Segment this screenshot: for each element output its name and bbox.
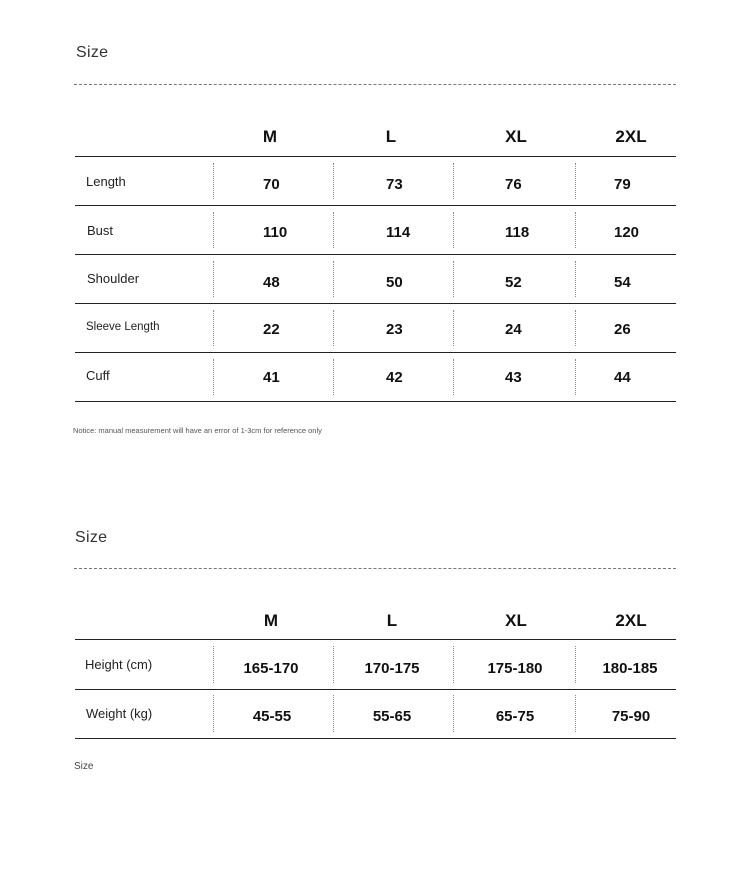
column-header-l: L <box>385 127 397 146</box>
table-cell: 110 <box>263 224 288 241</box>
table-cell: 54 <box>614 274 631 291</box>
table-rule <box>75 254 676 255</box>
column-separator <box>333 163 334 199</box>
row-label-weight: Weight (kg) <box>86 706 153 721</box>
column-separator <box>575 261 576 297</box>
column-separator <box>453 359 454 395</box>
table-cell: 175-180 <box>487 660 543 677</box>
column-separator <box>453 646 454 683</box>
table-rule <box>75 639 676 640</box>
table-cell: 23 <box>386 321 403 338</box>
table-cell: 76 <box>505 176 522 193</box>
table-cell: 79 <box>614 176 631 193</box>
column-header-l: L <box>386 611 398 630</box>
table-cell: 22 <box>263 321 280 338</box>
section-divider-1 <box>74 84 676 85</box>
row-label-shoulder: Shoulder <box>87 271 140 286</box>
measurement-notice: Notice: manual measurement will have an error of 1-3cm for reference only <box>73 426 322 435</box>
table-cell: 43 <box>505 369 522 386</box>
column-separator <box>213 212 214 248</box>
row-label-cuff: Cuff <box>86 368 110 383</box>
column-separator <box>213 163 214 199</box>
table-cell: 165-170 <box>243 660 299 677</box>
column-separator <box>333 359 334 395</box>
table-rule <box>75 205 676 206</box>
section-divider-2 <box>74 568 676 569</box>
column-separator <box>453 310 454 346</box>
column-header-m: M <box>263 611 279 630</box>
table-rule <box>75 738 676 739</box>
table-cell: 26 <box>614 321 631 338</box>
section-title-size-1: Size <box>76 44 109 61</box>
table-cell: 42 <box>386 369 403 386</box>
column-separator <box>453 695 454 732</box>
row-label-sleeve-length: Sleeve Length <box>86 321 160 333</box>
column-header-2xl: 2XL <box>615 611 647 630</box>
table-cell: 45-55 <box>252 708 292 725</box>
table-cell: 114 <box>386 224 411 241</box>
table-rule <box>75 352 676 353</box>
column-separator <box>575 310 576 346</box>
column-separator <box>213 261 214 297</box>
column-separator <box>575 359 576 395</box>
column-header-xl: XL <box>505 127 527 146</box>
table-cell: 118 <box>505 224 530 241</box>
table-rule <box>75 156 676 157</box>
table-cell: 120 <box>614 224 640 241</box>
table-cell: 75-90 <box>611 708 651 725</box>
table-cell: 41 <box>263 369 280 386</box>
table-rule <box>75 303 676 304</box>
table-cell: 50 <box>386 274 403 291</box>
column-separator <box>333 212 334 248</box>
table-rule <box>75 689 676 690</box>
table-cell: 170-175 <box>364 660 420 677</box>
column-separator <box>333 310 334 346</box>
row-label-height: Height (cm) <box>85 657 153 672</box>
row-label-length: Length <box>86 174 126 189</box>
column-separator <box>453 261 454 297</box>
column-separator <box>575 163 576 199</box>
column-separator <box>575 212 576 248</box>
column-separator <box>453 212 454 248</box>
table-cell: 48 <box>263 274 280 291</box>
footer-label: Size <box>74 761 94 772</box>
table-cell: 70 <box>263 176 280 193</box>
table-cell: 24 <box>505 321 522 338</box>
column-separator <box>213 359 214 395</box>
table-cell: 44 <box>614 369 631 386</box>
column-header-xl: XL <box>505 611 527 630</box>
section-title-size-2: Size <box>75 529 108 546</box>
table-rule <box>75 401 676 402</box>
table-cell: 55-65 <box>372 708 412 725</box>
column-separator <box>333 261 334 297</box>
column-separator <box>213 310 214 346</box>
table-cell: 65-75 <box>495 708 535 725</box>
column-separator <box>453 163 454 199</box>
column-header-2xl: 2XL <box>615 127 647 146</box>
table-cell: 52 <box>505 274 522 291</box>
table-cell: 73 <box>386 176 403 193</box>
column-header-m: M <box>262 127 278 146</box>
table-cell: 180-185 <box>602 660 658 677</box>
row-label-bust: Bust <box>87 223 114 238</box>
